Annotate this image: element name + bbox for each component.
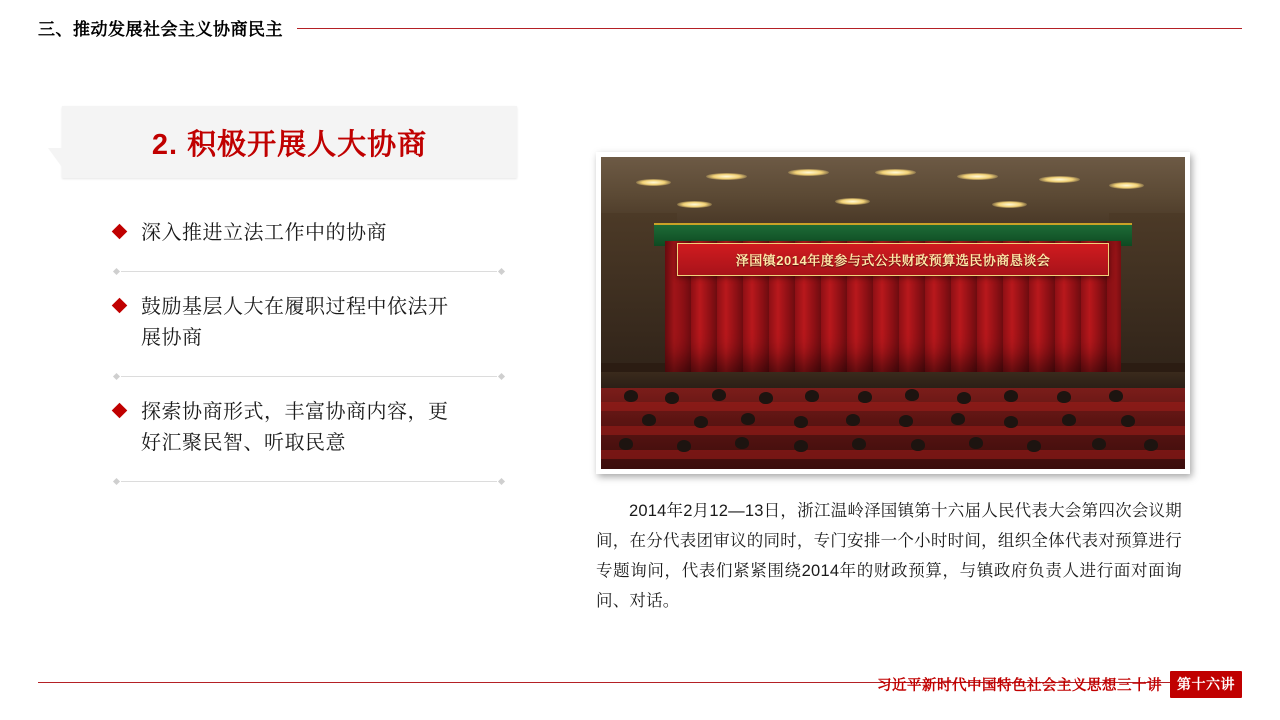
list-divider (114, 374, 504, 379)
photo-banner-text: 泽国镇2014年度参与式公共财政预算选民协商恳谈会 (735, 252, 1051, 268)
ceiling-light-icon (835, 198, 870, 205)
list-item (62, 397, 462, 459)
audience-head (794, 416, 808, 428)
audience-head (852, 438, 866, 450)
divider-dot-icon (498, 373, 505, 380)
right-content-column (596, 152, 1196, 616)
list-item-label: 探索协商形式，丰富协商内容，更好汇聚民智、听取民意 (141, 401, 449, 454)
divider-line (121, 376, 497, 377)
audience-head (759, 392, 773, 404)
audience-head (1004, 416, 1018, 428)
slide-header (38, 14, 1242, 40)
audience-head (694, 416, 708, 428)
audience-head (642, 414, 656, 426)
audience-head (1092, 438, 1106, 450)
audience-head (619, 438, 633, 450)
list-item-label: 深入推进立法工作中的协商 (141, 222, 387, 244)
divider-dot-icon (113, 478, 120, 485)
audience-head (1121, 415, 1135, 427)
audience-head (794, 440, 808, 452)
header-divider (297, 28, 1242, 29)
audience-seat-row (601, 450, 1185, 459)
audience-head (805, 390, 819, 402)
photo-audience (601, 388, 1185, 469)
divider-line (121, 481, 497, 482)
divider-dot-icon (498, 478, 505, 485)
audience-head (712, 389, 726, 401)
list-item (62, 292, 462, 354)
footer (877, 671, 1242, 698)
ceiling-light-icon (992, 201, 1027, 208)
audience-head (741, 413, 755, 425)
list-divider (114, 269, 504, 274)
audience-head (905, 389, 919, 401)
audience-head (1144, 439, 1158, 451)
ceiling-light-icon (677, 201, 712, 208)
photo-frame (596, 152, 1190, 474)
list-divider (114, 479, 504, 484)
diamond-bullet-icon (112, 224, 128, 240)
audience-seat-row (601, 426, 1185, 435)
list-item-label: 鼓励基层人大在履职过程中依法开展协商 (141, 296, 449, 349)
audience-head (1062, 414, 1076, 426)
audience-head (1057, 391, 1071, 403)
audience-head (846, 414, 860, 426)
ceiling-light-icon (636, 179, 671, 186)
audience-head (957, 392, 971, 404)
list-item (62, 218, 462, 249)
diamond-bullet-icon (112, 403, 128, 419)
divider-dot-icon (113, 268, 120, 275)
audience-head (735, 437, 749, 449)
divider-line (121, 271, 497, 272)
audience-seat-row (601, 402, 1185, 411)
audience-head (677, 440, 691, 452)
audience-head (899, 415, 913, 427)
photo-banner (677, 243, 1109, 276)
divider-dot-icon (498, 268, 505, 275)
left-content-column (62, 106, 532, 502)
audience-head (624, 390, 638, 402)
ceiling-light-icon (706, 173, 747, 180)
audience-head (1004, 390, 1018, 402)
photo-ceiling (601, 157, 1185, 229)
lecture-badge: 第十六讲 (1170, 671, 1242, 698)
audience-head (951, 413, 965, 425)
section-title-panel (62, 106, 517, 178)
audience-head (858, 391, 872, 403)
panel-notch-shape (48, 148, 64, 170)
ceiling-light-icon (1039, 176, 1080, 183)
footer-title: 习近平新时代中国特色社会主义思想三十讲 (877, 678, 1162, 694)
ceiling-light-icon (957, 173, 998, 180)
audience-head (969, 437, 983, 449)
ceiling-light-icon (1109, 182, 1144, 189)
bullet-list (62, 218, 462, 484)
page-title: 三、推动发展社会主义协商民主 (38, 19, 283, 39)
audience-head (911, 439, 925, 451)
divider-dot-icon (113, 373, 120, 380)
diamond-bullet-icon (112, 298, 128, 314)
meeting-photo (601, 157, 1185, 469)
audience-head (1027, 440, 1041, 452)
audience-head (1109, 390, 1123, 402)
audience-head (665, 392, 679, 404)
section-title: 2. 积极开展人大协商 (151, 128, 428, 161)
photo-caption: 2014年2月12—13日，浙江温岭泽国镇第十六届人民代表大会第四次会议期间，在分代表团审议的同时，专门安排一个小时时间，组织全体代表对预算进行专题询问，代表们紧紧围绕2014年的财政预算，与镇政府负责人进行面对面询问、对话。 (596, 502, 1182, 610)
